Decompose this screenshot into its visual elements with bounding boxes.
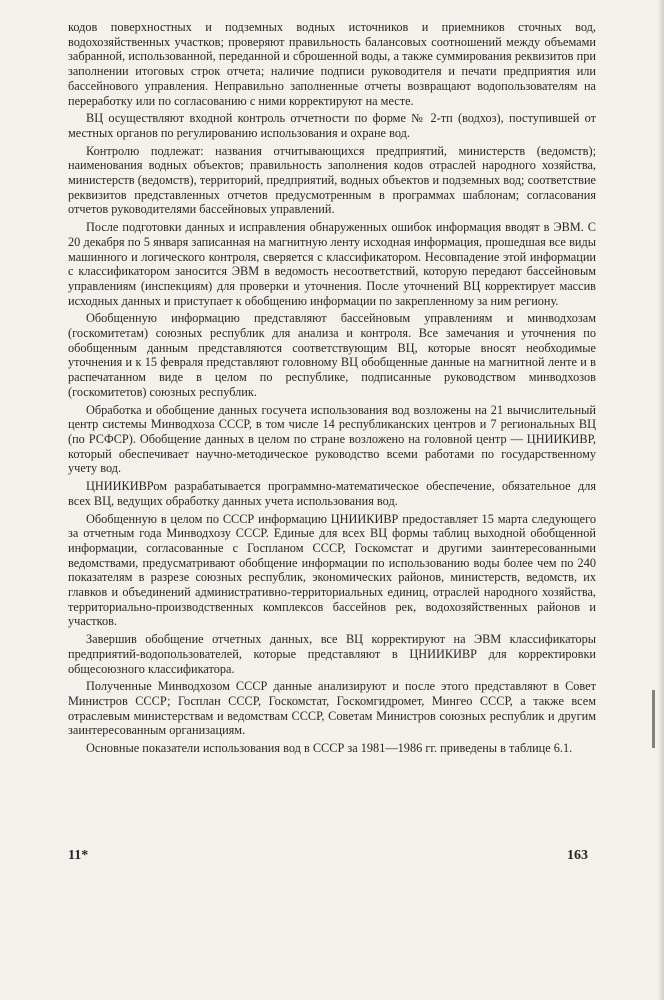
paragraph-8: Обобщенную в целом по СССР информацию ЦНИИКИВР предоставляет 15 марта следующего за отчетным года Минводхозу СССР. Единые для всех ВЦ формы таблиц выходной обобщенной информации, согласованные с Госпланом СССР, Госкомстат и другими заинтересованными ведомствами, предусматривают обобщение информации по использованию воды более чем по 240 показателям в разрезе союзных республик, экономических районов, министерств, ведомств, их главков и объединений административно-территориальных единиц, отраслей народного хозяйства, территориально-производственных комплексов бассейнов рек, водохозяйственных районов и участков. — [68, 511, 596, 629]
paragraph-10: Полученные Минводхозом СССР данные анализируют и после этого представляют в Совет Министров СССР; Госплан СССР, Госкомстат, Госкомгидромет, Мингео СССР, а также всем отраслевым министерствам и ведомствам СССР, Советам Министров союзных республик и другим заинтересованным организациям. — [68, 679, 596, 738]
paragraph-6: Обработка и обобщение данных госучета использования вод возложены на 21 вычислительный центр системы Минводхоза СССР, в том числе 14 республиканских центров и 7 региональных ВЦ (по РСФСР). Обобщение данных в целом по стране возложено на головной центр — ЦНИИКИВР, который обеспечивает научно-методическое руководство всеми работами по государственному учету вод. — [68, 402, 596, 476]
page-edge-shadow — [658, 0, 664, 1000]
paragraph-2: ВЦ осуществляют входной контроль отчетности по форме № 2-тп (водхоз), поступившей от местных органов по регулированию использования и охране вод. — [68, 111, 596, 140]
paragraph-4: После подготовки данных и исправления обнаруженных ошибок информация вводят в ЭВМ. С 20 декабря по 5 января записанная на магнитную ленту исходная информация, прошедшая все виды машинного и логического контроля, сверяется с классификатором. Несовпадение этой информации с классификатором заносится ЭВМ в ведомость несоответствий, которую передают бассейновым управлениям (инспекциям) для проверки и уточнения. После уточнений ВЦ корректирует массив исходных данных и приступает к обобщению информации по закрепленному за ним региону. — [68, 220, 596, 308]
paragraph-5: Обобщенную информацию представляют бассейновым управлениям и минводхозам (госкомитетам) союзных республик для анализа и контроля. Все замечания и уточнения по обобщенным данным представляются соответствующим ВЦ, которые вносят необходимые уточнения и к 15 февраля представляют головному ВЦ обобщенные данные на магнитной ленте и в распечатанном виде в целом по республике, подписанные руководством минводхозов (госкомитетов) союзных республик. — [68, 311, 596, 399]
paragraph-3: Контролю подлежат: названия отчитывающихся предприятий, министерств (ведомств); наименования водных объектов; правильность заполнения кодов отраслей народного хозяйства, министерств (ведомств), территорий, предприятий, водных объектов и подземных вод; соответствие реквизитов представленных отчетов предусмотренным в программах шаблонам; согласования отчетов руководителями бассейновых управлений. — [68, 143, 596, 217]
paragraph-11: Основные показатели использования вод в СССР за 1981—1986 гг. приведены в таблице 6.1. — [86, 741, 573, 756]
body-text — [68, 20, 596, 759]
margin-mark — [652, 690, 655, 748]
paragraph-7: ЦНИИКИВРом разрабатывается программно-математическое обеспечение, обязательное для всех ВЦ, ведущих обработку данных учета использования вод. — [68, 479, 596, 508]
paragraph-1: кодов поверхностных и подземных водных источников и приемников сточных вод, водохозяйственных участков; проверяют правильность балансовых соотношений между объемами забранной, использованной, переданной и сброшенной воды, а также суммирования реквизитов при заполнении итоговых строк отчета; наличие подписи руководителя и печати предприятия или бассейнового управления. Неправильно заполненные отчеты возвращают водопользователям на переработку или по согласованию с ними корректируют на месте. — [68, 20, 596, 108]
signature-mark: 11* — [68, 848, 89, 863]
page-number: 163 — [567, 848, 588, 863]
paragraph-9: Завершив обобщение отчетных данных, все ВЦ корректируют на ЭВМ классификаторы предприятий-водопользователей, которые представляют в ЦНИИКИВР для корректировки общесоюзного классификатора. — [68, 632, 596, 676]
